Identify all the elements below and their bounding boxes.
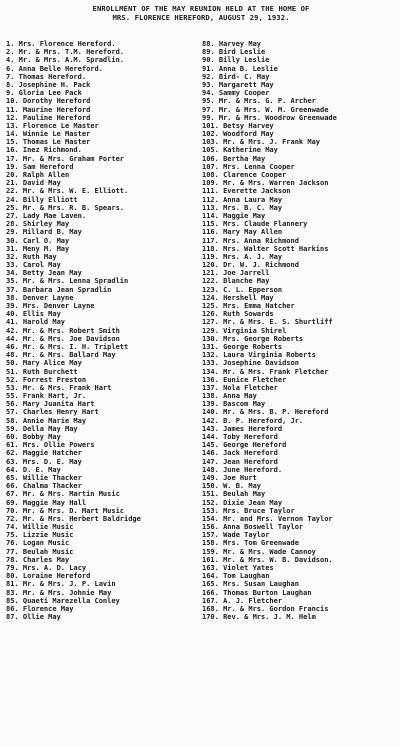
enrollment-entry: 75. Lizzie Music [6,531,74,540]
enrollment-entry: 87. Ollie May [6,613,61,622]
enrollment-entry: 89. Bird Leslie [202,48,266,57]
enrollment-entry: 40. Ellis May [6,310,61,319]
enrollment-entry: 108. Clarence Cooper [202,171,287,179]
enrollment-entry: 61. Mrs. Ollie Powers [6,441,95,450]
enrollment-entry: 41. Harold May [6,318,66,327]
enrollment-entry: 144. Toby Hereford [202,433,278,441]
enrollment-entry: 46. Mr. & Mrs. I. H. Triplett [6,342,129,351]
enrollment-entry: 78. Charles May [6,555,70,564]
enrollment-entry: 92. Bird- C. May [202,72,270,81]
enrollment-entry: 125. Mrs. Emma Hatcher [202,302,295,310]
enrollment-entry: 120. Dr. W. J. Richmond [202,261,299,270]
enrollment-entry: 86. Florence May [6,604,74,613]
enrollment-entry: 114. Maggie May [202,211,266,220]
header-line-1: ENROLLMENT OF THE MAY REUNION HELD AT THE HOME OF [92,4,310,13]
enrollment-entry: 52. Forrest Preston [6,375,87,384]
enrollment-entry: 133. Josephine Davidson [202,359,299,368]
enrollment-entry: 37. Barbara Jean Spradlin [6,285,112,294]
enrollment-entry: 149. Joe Hurt [202,473,257,482]
enrollment-entry: 163. Violet Yates [202,564,274,572]
enrollment-entry: 116. Mary May Allen [202,228,283,237]
enrollment-entry: 158. Mrs. Tom Greenwade [202,539,299,548]
enrollment-entry: 136. Eunice Fletcher [202,375,287,384]
enrollment-entry: 67. Mr. & Mrs. Martin Music [6,490,120,499]
enrollment-entry: 31. Meny M. May [6,244,70,253]
enrollment-entry: 130. Mrs. George Roberts [202,334,304,343]
enrollment-entry: 58. Annie Marie May [6,416,87,425]
enrollment-entry: 137. Nola Fletcher [202,383,278,392]
enrollment-entry: 64. D. E. May [6,465,61,474]
document-header [6,4,396,22]
enrollment-entry: 109. Mr. & Mrs. Warren Jackson [202,179,329,188]
enrollment-entry: 142. B. P. Hereford, Jr. [202,416,304,425]
enrollment-entry: 150. W. B. May [202,482,262,491]
enrollment-entry: 102. Woodford May [202,130,274,139]
enrollment-entry: 27. Lady Mae Laven. [6,211,87,220]
enrollment-entry: 21. David May [6,179,61,188]
enrollment-entry: 151. Beulah May [202,490,266,499]
enrollment-entry: 154. Mr. and Mrs. Vernon Taylor [202,514,333,523]
enrollment-entry: 25. Mr. & Mrs. R. B. Spears. [6,203,125,212]
enrollment-entry: 7. Thomas Hereford. [6,72,87,81]
enrollment-entry: 34. Betty Jean May [6,269,82,278]
enrollment-entry: 85. Quaeti Marezella Conley [6,596,120,605]
enrollment-entry: 51. Ruth Burchett [6,367,78,376]
enrollment-entry: 76. Logan Music [6,539,70,548]
enrollment-entry: 59. Della May May [6,424,78,433]
enrollment-entry: 9. Gloria Lee Pack [6,89,82,98]
header-line-2: MRS. FLORENCE HEREFORD, AUGUST 29, 1932. [112,13,290,22]
enrollment-entry: 39. Mrs. Denver Layne [6,302,95,310]
enrollment-entry: 63. Mrs. D. E. May [6,457,82,466]
enrollment-entry: 166. Thomas Burton Laughan [202,588,312,597]
enrollment-entry: 24. Billy Elliott [6,195,78,204]
enrollment-entry: 93. Margarett May [202,80,274,89]
enrollment-entry: 122. Blanche May [202,277,270,286]
enrollment-entry: 62. Maggie Hatcher [6,449,82,458]
enrollment-entry: 20. Ralph Allen [6,171,70,179]
enrollment-entry: 65. Willie Thacker [6,473,82,482]
enrollment-entry: 165. Mrs. Susan Laughan [202,580,299,589]
enrollment-entry: 38. Denver Layne [6,293,74,302]
enrollment-entry: 101. Betsy Harvey [202,121,274,130]
enrollment-entry: 13. Florence Le Master [6,121,99,130]
enrollment-entry: 29. Millard B. May [6,228,82,237]
enrollment-entry: 8. Josephine H. Pack [6,80,91,89]
enrollment-entry: 126. Ruth Sowards [202,310,274,319]
enrollment-entry: 28. Shirley May [6,220,70,229]
enrollment-entry: 15. Thomas Le Master [6,138,91,147]
enrollment-entry: 11. Maurine Hereford [6,105,91,114]
enrollment-entry: 66. Chalma Thacker [6,482,82,491]
enrollment-entry: 19. Sam Hereford [6,162,74,171]
enrollment-entry: 95. Mr. & Mrs. G. P. Archer [202,97,316,106]
enrollment-entry: 152. Dixie Jean May [202,498,283,507]
left-column [6,40,202,621]
enrollment-entry: 4. Mr. & Mrs. A.M. Spradlin. [6,56,125,65]
enrollment-entry: 10. Dorothy Hereford [6,97,91,106]
enrollment-entry: 97. Mr. & Mrs. W. M. Greenwade [202,105,329,114]
enrollment-entry: 42. Mr. & Mrs. Robert Smith [6,326,120,335]
enrollment-entry: 107. Mrs. Lenna Cooper [202,162,295,171]
enrollment-entry: 60. Bobby May [6,433,61,441]
enrollment-entry: 111. Everette Jackson [202,187,291,196]
enrollment-entry: 105. Katherine May [202,146,278,155]
enrollment-entry: 113. Mrs. B. C. May [202,203,283,212]
enrollment-entry: 22. Mr. & Mrs. W. E. Elliott. [6,187,129,196]
enrollment-entry: 79. Mrs. A. D. Lacy [6,564,87,572]
enrollment-entry: 164. Tom Laughan [202,572,270,581]
enrollment-entry: 139. Bascom May [202,400,266,409]
enrollment-entry: 6. Anna Belle Hereford. [6,64,103,73]
enrollment-entry: 140. Mr. & Mrs. B. P. Hereford [202,408,329,417]
enrollment-entry: 77. Beulah Music [6,547,74,556]
enrollment-entry: 74. Willie Music [6,523,74,532]
enrollment-entry: 83. Mr. & Mrs. Johnie May [6,588,112,597]
enrollment-entry: 167. A. J. Fletcher [202,596,283,605]
enrollment-entry: 147. Jean Hereford [202,457,278,466]
enrollment-entry: 127. Mr. & Mrs. E. S. Shurtliff [202,318,333,327]
enrollment-entry: 53. Mr. & Mrs. Frank Hart [6,383,112,392]
enrollment-entry: 99. Mr. & Mrs. Woodrow Greenwade [202,113,337,122]
enrollment-entry: 81. Mr. & Mrs. J. P. Lavin [6,580,116,589]
enrollment-entry: 161. Mr. & Mrs. W. B. Davidson. [202,555,333,564]
enrollment-entry: 112. Anna Laura May [202,195,283,204]
enrollment-entry: 33. Carol May [6,261,61,270]
enrollment-entry: 118. Mrs. Walter Scott Harkins [202,244,329,253]
enrollment-entry: 2. Mr. & Mrs. T.M. Hereford. [6,48,125,57]
enrollment-entry: 134. Mr. & Mrs. Frank Fletcher [202,367,329,376]
enrollment-entry: 170. Rev. & Mrs. J. M. Helm [202,613,316,622]
enrollment-columns [6,40,396,621]
enrollment-entry: 88. Harvey May [202,40,262,48]
enrollment-entry: 94. Sammy Cooper [202,89,270,98]
enrollment-entry: 145. George Hereford [202,441,287,450]
enrollment-entry: 48. Mr. & Mrs. Ballard May [6,351,116,360]
enrollment-entry: 138. Anna May [202,392,257,401]
enrollment-entry: 143. James Hereford [202,424,283,433]
enrollment-entry: 129. Virginia Shirel [202,326,287,335]
enrollment-entry: 157. Wade Taylor [202,531,270,540]
enrollment-entry: 103. Mr. & Mrs. J. Frank May [202,138,321,147]
enrollment-entry: 132. Laura Virginia Roberts [202,351,316,360]
enrollment-entry: 14. Winnie Le Master [6,130,91,139]
enrollment-entry: 44. Mr. & Mrs. Joe Davidson [6,334,120,343]
enrollment-entry: 153. Mrs. Bruce Taylor [202,506,295,515]
enrollment-entry: 124. Hershell May [202,293,274,302]
enrollment-entry: 70. Mr. & Mrs. D. Mart Music [6,506,125,515]
enrollment-entry: 69. Maggie May Hall [6,498,87,507]
enrollment-entry: 55. Frank Hart, Jr. [6,392,87,401]
enrollment-entry: 17. Mr. & Mrs. Graham Porter [6,154,125,163]
enrollment-entry: 30. Carl O. May [6,236,70,245]
enrollment-entry: 159. Mr. & Mrs. Wade Cannoy [202,547,316,556]
enrollment-entry: 131. George Roberts [202,342,283,351]
enrollment-entry: 148. June Hereford. [202,465,283,474]
enrollment-entry: 115. Mrs. Claude Flannery [202,220,308,229]
enrollment-entry: 16. Inez Richmond. [6,146,82,155]
enrollment-entry: 72. Mr. & Mrs. Herbert Baldridge [6,514,141,523]
enrollment-entry: 56. Mary Juanita Hart [6,400,95,409]
enrollment-entry: 50. Mary Alice May [6,359,82,368]
enrollment-entry: 146. Jack Hereford [202,449,278,458]
enrollment-entry: 32. Ruth May [6,252,57,261]
enrollment-entry: 106. Bertha May [202,154,266,163]
enrollment-entry: 119. Mrs. A. J. May [202,252,283,261]
enrollment-entry: 1. Mrs. Florence Hereford. [6,40,116,48]
enrollment-entry: 123. C. L. Epperson [202,285,283,294]
enrollment-entry: 121. Joe Jarrell [202,269,270,278]
enrollment-entry: 156. Anna Boswell Taylor [202,523,304,532]
enrollment-entry: 91. Anna B. Leslie [202,64,278,73]
enrollment-entry: 57. Charles Henry Hart [6,408,99,417]
enrollment-entry: 117. Mrs. Anna Richmond [202,236,299,245]
enrollment-entry: 35. Mr. & Mrs. Lenna Spradlin [6,277,129,286]
enrollment-entry: 12. Pauline Hereford [6,113,91,122]
enrollment-entry: 80. Loraine Hereford [6,572,91,581]
enrollment-entry: 90. Billy Leslie [202,56,270,65]
enrollment-entry: 168. Mr. & Mrs. Gordon Francis [202,604,329,613]
right-column [202,40,396,621]
